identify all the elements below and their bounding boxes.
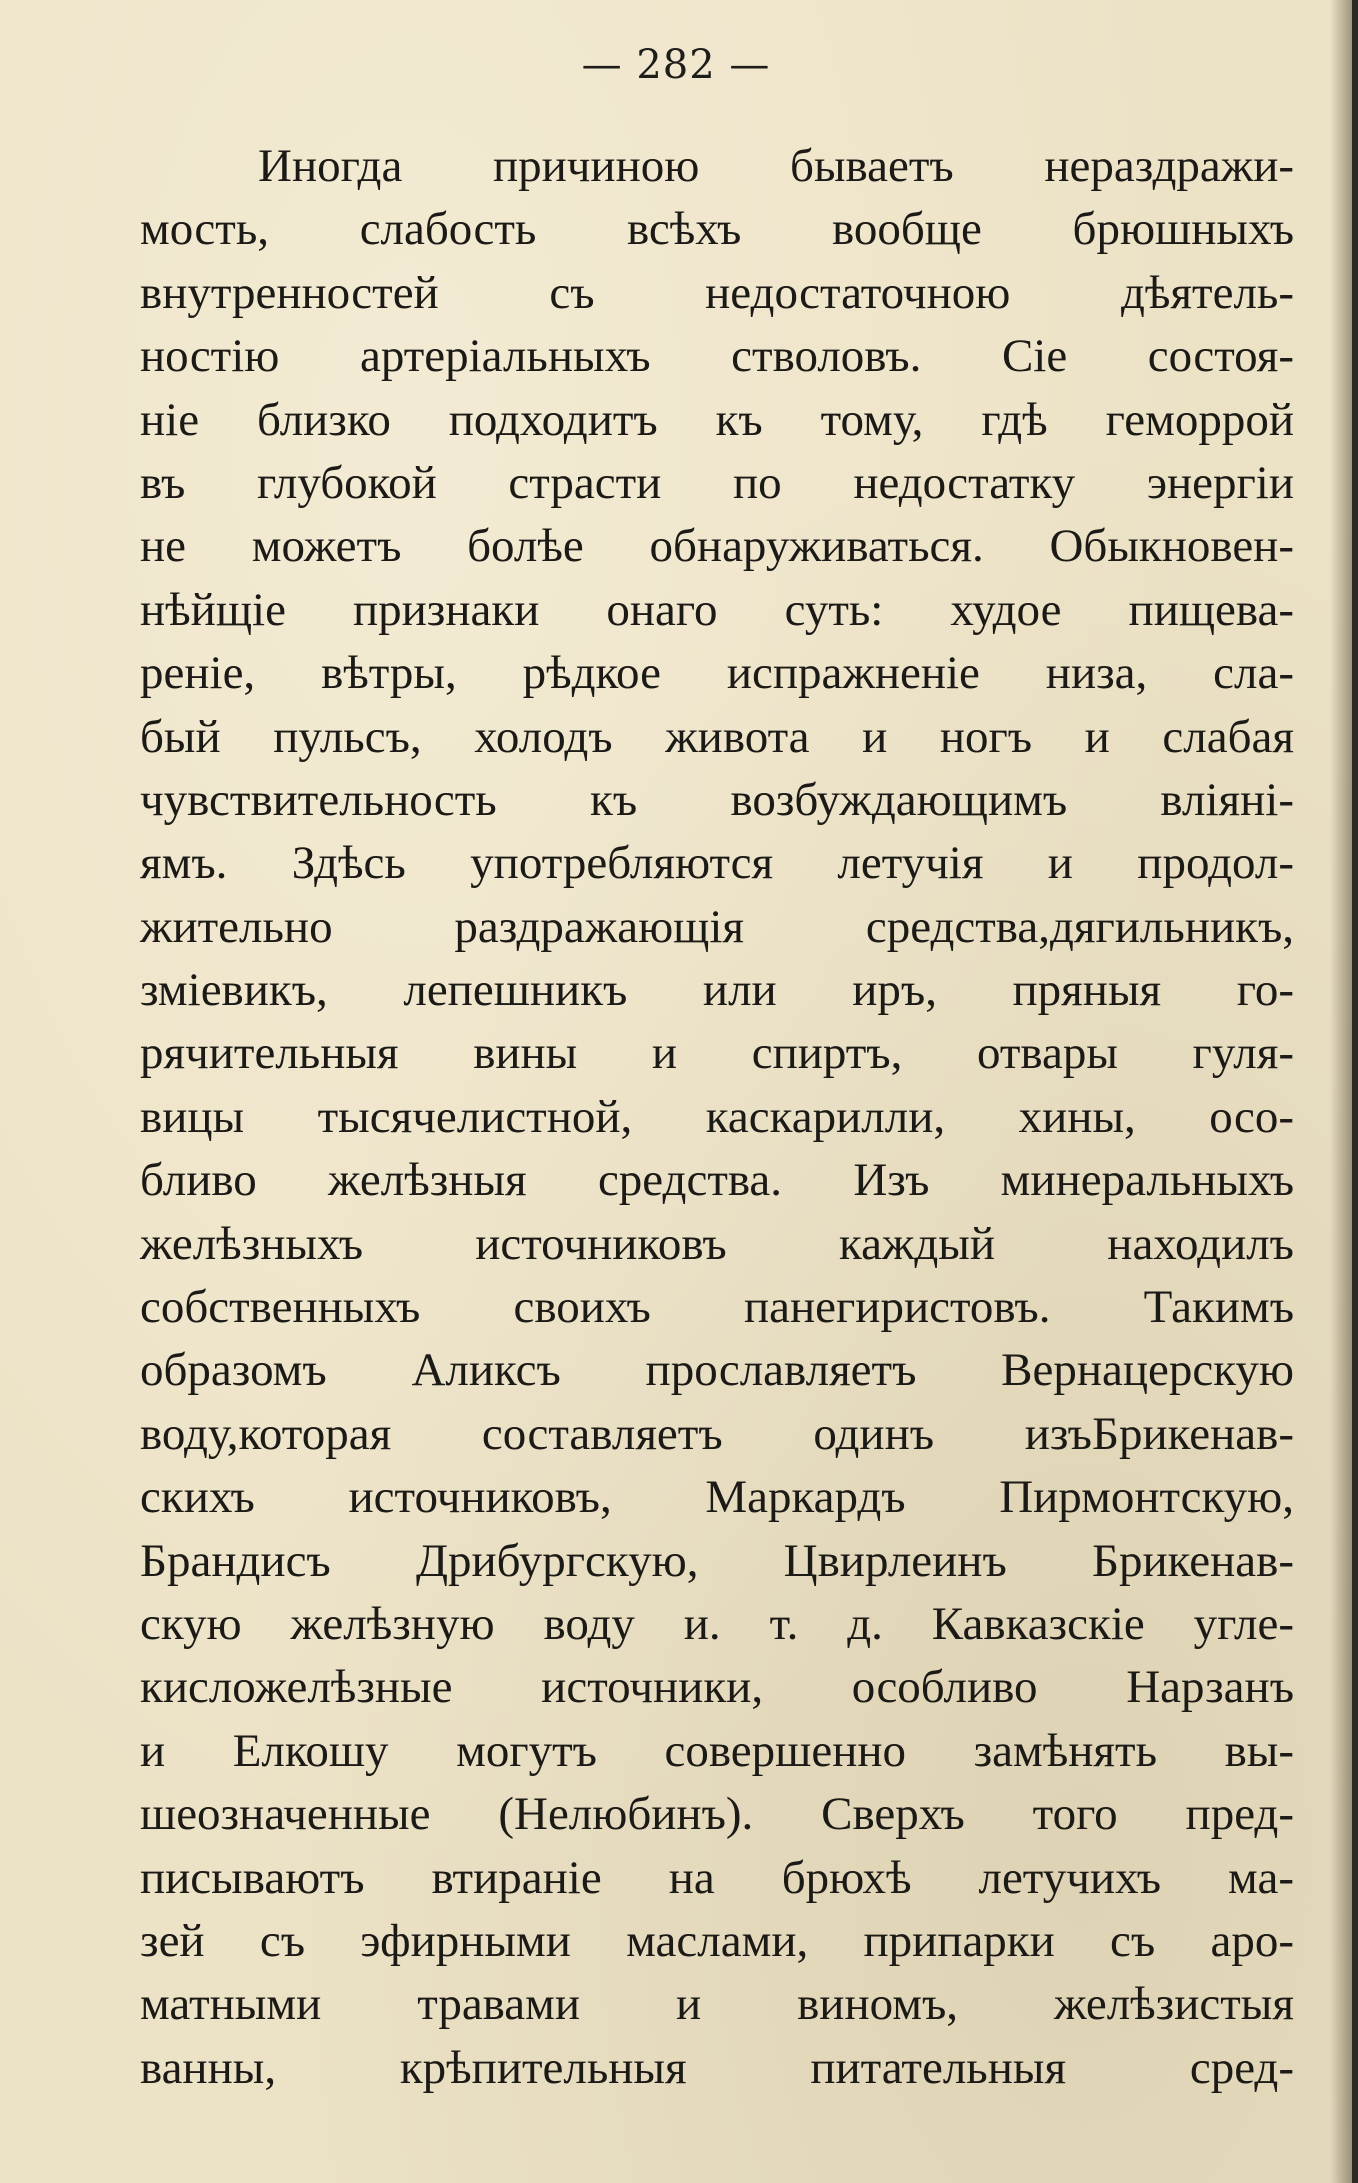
text-line: зміевикъ, лепешникъ или иръ, пряныя го-: [140, 964, 1294, 1017]
text-line: кисложелѣзные источники, особливо Нарзанъ: [140, 1661, 1294, 1714]
text-line: писываютъ втираніе на брюхѣ летучихъ ма-: [140, 1851, 1294, 1904]
text-line: зей съ эфирными маслами, припарки съ аро-: [140, 1914, 1294, 1967]
text-line: бливо желѣзныя средства. Изъ минеральныхъ: [140, 1154, 1294, 1207]
text-line: желѣзныхъ источниковъ каждый находилъ: [140, 1217, 1294, 1270]
page-edge-shadow: [1330, 0, 1352, 2183]
text-line: мость, слабость всѣхъ вообще брюшныхъ: [140, 203, 1294, 256]
text-line: бый пульсъ, холодъ живота и ногъ и слабая: [140, 710, 1294, 763]
text-line: образомъ Аликсъ прославляетъ Вернацерскую: [140, 1344, 1294, 1397]
page-number: — 282 —: [581, 42, 771, 88]
text-line: рячительныя вины и спиртъ, отвары гуля-: [140, 1027, 1294, 1080]
text-line: ніе близко подходитъ къ тому, гдѣ геморрой: [140, 393, 1294, 446]
text-line: шеозначенные (Нелюбинъ). Сверхъ того пред-: [140, 1788, 1294, 1841]
text-line: Брандисъ Дрибургскую, Цвирлеинъ Брикенав-: [140, 1534, 1294, 1587]
text-line: воду,которая составляетъ одинъ изъБрикенав-: [140, 1407, 1294, 1460]
text-line: скихъ источниковъ, Маркардъ Пирмонтскую,: [140, 1471, 1294, 1524]
text-line: Иногда причиною бываетъ нераздражи-: [258, 140, 1294, 192]
text-line: собственныхъ своихъ панегиристовъ. Такимъ: [140, 1281, 1294, 1334]
text-line: внутренностей съ недостаточною дѣятель-: [140, 266, 1294, 319]
text-line: не можетъ болѣе обнаруживаться. Обыкновен-: [140, 520, 1294, 573]
text-line: ямъ. Здѣсь употребляются летучія и продол-: [140, 837, 1294, 890]
text-line: ностію артеріальныхъ стволовъ. Сіе состоя-: [140, 330, 1294, 383]
text-line: матными травами и виномъ, желѣзистыя: [140, 1978, 1294, 2031]
text-line: ванны, крѣпительныя питательныя сред-: [140, 2041, 1294, 2094]
text-line: скую желѣзную воду и. т. д. Кавказскіе угле-: [140, 1597, 1294, 1650]
text-line: и Елкошу могутъ совершенно замѣнять вы-: [140, 1724, 1294, 1777]
text-line: нѣйщіе признаки онаго суть: худое пищева-: [140, 583, 1294, 636]
body-text: [140, 135, 1294, 2100]
text-line: реніе, вѣтры, рѣдкое испражненіе низа, сла-: [140, 647, 1294, 700]
text-line: въ глубокой страсти по недостатку энергіи: [140, 456, 1294, 509]
text-line: жительно раздражающія средства,дягильникъ,: [140, 900, 1294, 953]
text-line: вицы тысячелистной, каскарилли, хины, осо-: [140, 1090, 1294, 1143]
text-line: чувствительность къ возбуждающимъ вліяні-: [140, 773, 1294, 826]
